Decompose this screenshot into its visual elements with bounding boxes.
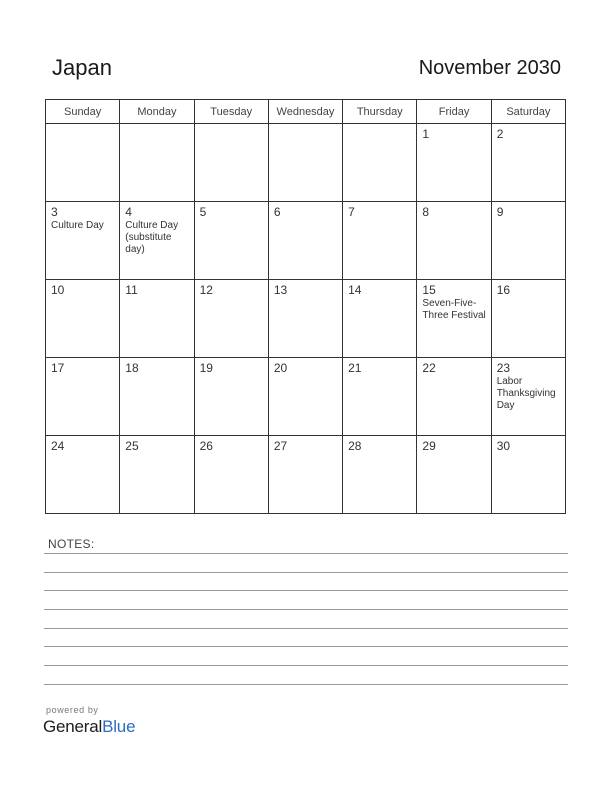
day-cell[interactable] bbox=[194, 280, 268, 358]
day-cell[interactable] bbox=[46, 436, 120, 514]
day-number: 24 bbox=[51, 439, 65, 453]
day-number: 8 bbox=[422, 205, 430, 219]
day-number: 1 bbox=[422, 127, 430, 141]
note-line bbox=[44, 609, 568, 610]
week-row bbox=[46, 436, 566, 514]
day-cell[interactable] bbox=[417, 358, 491, 436]
day-cell[interactable] bbox=[46, 202, 120, 280]
weekday-header: Thursday bbox=[343, 100, 417, 124]
weekday-header-row bbox=[46, 100, 566, 124]
brand-blue: Blue bbox=[102, 717, 136, 736]
day-cell[interactable] bbox=[120, 280, 194, 358]
day-cell[interactable] bbox=[491, 202, 565, 280]
day-number: 10 bbox=[51, 283, 65, 297]
day-number: 3 bbox=[51, 205, 58, 219]
day-cell[interactable] bbox=[417, 436, 491, 514]
day-cell[interactable] bbox=[268, 202, 342, 280]
weekday-header: Saturday bbox=[491, 100, 565, 124]
holiday-label: Culture Day bbox=[51, 220, 104, 231]
day-cell[interactable] bbox=[120, 202, 194, 280]
week-row bbox=[46, 280, 566, 358]
day-number: 4 bbox=[125, 205, 132, 219]
notes-label: NOTES: bbox=[48, 537, 95, 551]
note-line bbox=[44, 553, 568, 554]
note-line bbox=[44, 572, 568, 573]
day-number: 19 bbox=[199, 361, 213, 375]
day-number: 26 bbox=[199, 439, 213, 453]
day-cell[interactable] bbox=[491, 124, 565, 202]
day-number: 30 bbox=[496, 439, 511, 453]
day-cell[interactable] bbox=[120, 436, 194, 514]
day-number: 11 bbox=[125, 283, 138, 297]
day-cell[interactable] bbox=[417, 202, 491, 280]
day-number: 14 bbox=[348, 283, 362, 297]
day-cell[interactable] bbox=[343, 358, 417, 436]
day-number: 25 bbox=[125, 439, 139, 453]
holiday-label: Culture Day (substitute day) bbox=[125, 220, 179, 255]
day-cell[interactable] bbox=[194, 124, 268, 202]
day-number: 29 bbox=[422, 439, 436, 453]
weekday-header: Wednesday bbox=[268, 100, 342, 124]
day-number: 23 bbox=[496, 361, 511, 375]
day-cell[interactable] bbox=[491, 436, 565, 514]
day-cell[interactable] bbox=[194, 436, 268, 514]
note-line bbox=[44, 590, 568, 591]
day-number: 17 bbox=[51, 361, 65, 375]
holiday-label: Labor Thanksgiving Day bbox=[496, 376, 556, 411]
day-number: 21 bbox=[348, 361, 362, 375]
note-line bbox=[44, 628, 568, 629]
week-row bbox=[46, 202, 566, 280]
day-number: 12 bbox=[199, 283, 213, 297]
day-number: 28 bbox=[348, 439, 362, 453]
day-cell[interactable] bbox=[120, 358, 194, 436]
day-cell[interactable] bbox=[343, 124, 417, 202]
note-line bbox=[44, 665, 568, 666]
day-cell[interactable] bbox=[343, 436, 417, 514]
day-number: 20 bbox=[273, 361, 288, 375]
day-cell[interactable] bbox=[343, 202, 417, 280]
day-cell[interactable] bbox=[46, 280, 120, 358]
day-number: 7 bbox=[348, 205, 355, 219]
day-cell[interactable] bbox=[46, 124, 120, 202]
day-cell[interactable] bbox=[120, 124, 194, 202]
day-number: 15 bbox=[422, 283, 436, 297]
holiday-label: Seven-Five-Three Festival bbox=[422, 298, 486, 321]
day-cell[interactable] bbox=[343, 280, 417, 358]
generalblue-logo[interactable] bbox=[43, 717, 135, 737]
powered-by-text: powered by bbox=[46, 705, 99, 715]
weekday-header: Tuesday bbox=[194, 100, 268, 124]
weekday-header: Sunday bbox=[46, 100, 120, 124]
note-line bbox=[44, 684, 568, 685]
brand-general: General bbox=[43, 717, 103, 736]
week-row bbox=[46, 358, 566, 436]
day-cell[interactable] bbox=[491, 358, 565, 436]
month-year-title: November 2030 bbox=[418, 57, 561, 79]
day-cell[interactable] bbox=[417, 280, 491, 358]
day-cell[interactable] bbox=[268, 358, 342, 436]
day-number: 13 bbox=[273, 283, 288, 297]
day-cell[interactable] bbox=[46, 358, 120, 436]
day-number: 2 bbox=[496, 127, 504, 141]
day-cell[interactable] bbox=[491, 280, 565, 358]
day-cell[interactable] bbox=[268, 124, 342, 202]
weekday-header: Friday bbox=[417, 100, 491, 124]
day-cell[interactable] bbox=[194, 202, 268, 280]
day-cell[interactable] bbox=[268, 280, 342, 358]
day-cell[interactable] bbox=[268, 436, 342, 514]
weekday-header: Monday bbox=[120, 100, 194, 124]
day-cell[interactable] bbox=[417, 124, 491, 202]
country-title: Japan bbox=[52, 55, 112, 80]
day-number: 22 bbox=[422, 361, 436, 375]
day-number: 16 bbox=[496, 283, 511, 297]
day-number: 5 bbox=[199, 205, 207, 219]
week-row bbox=[46, 124, 566, 202]
day-number: 6 bbox=[273, 205, 281, 219]
day-number: 18 bbox=[125, 361, 139, 375]
note-line bbox=[44, 646, 568, 647]
day-number: 9 bbox=[496, 205, 504, 219]
day-number: 27 bbox=[273, 439, 288, 453]
day-cell[interactable] bbox=[194, 358, 268, 436]
calendar-grid bbox=[45, 99, 566, 514]
